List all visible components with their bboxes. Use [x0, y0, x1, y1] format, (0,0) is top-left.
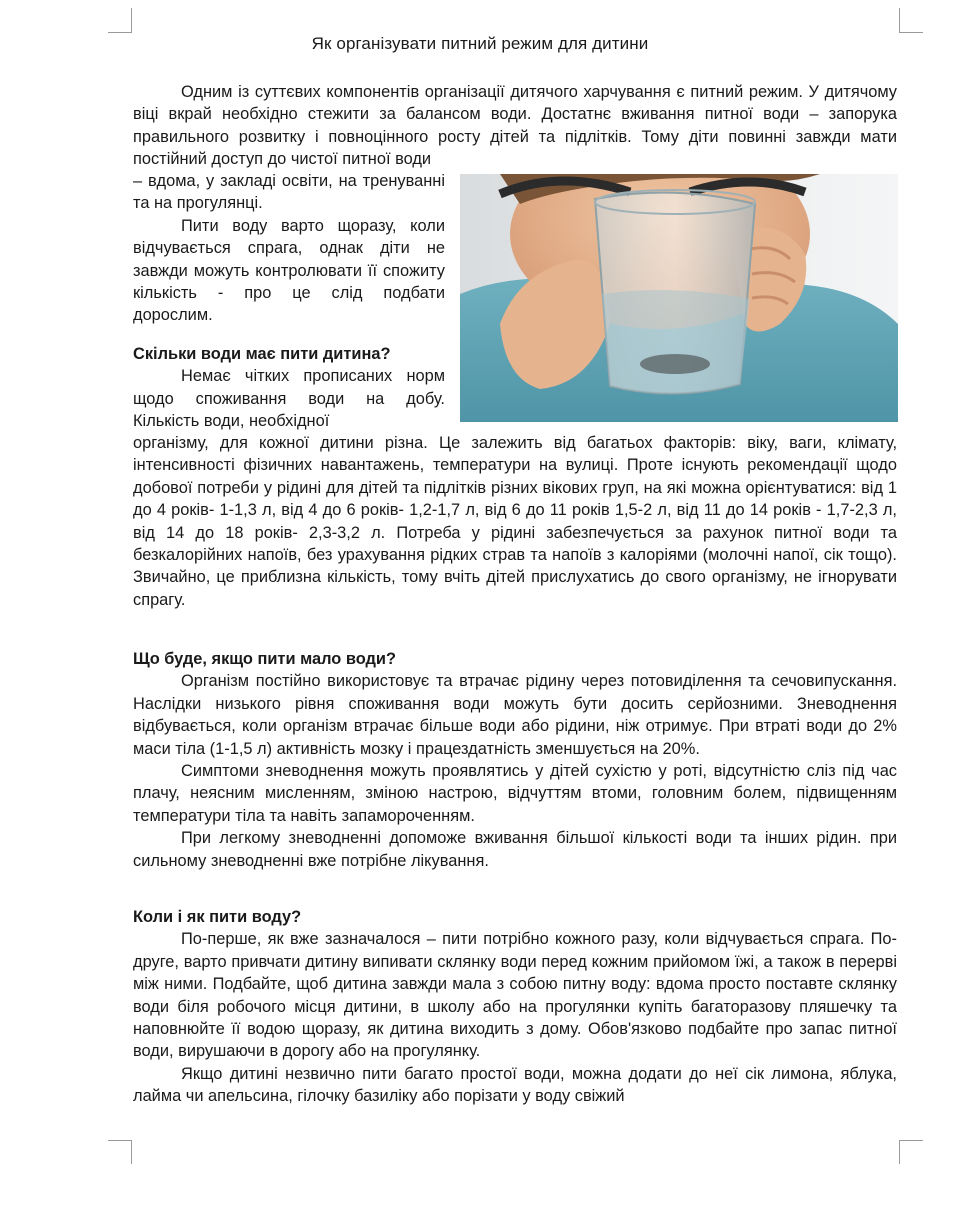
section-heading-when-and-how: Коли і як пити воду? [133, 908, 302, 926]
crop-mark-top-right-v [899, 8, 900, 32]
section-how-much-narrow [133, 343, 445, 433]
when-how-paragraph-1: По-перше, як вже зазначалося – пити потрібно кожного разу, коли відчувається спрага. По-друге, варто привчати дитину випивати склянку води перед кожним прийомом їжі, а також в перерві між ними. Подбайте, щоб дитина завжди мала з собою питну воду: вдома просто поставте склянку води біля робочого місця дитини, в школу або на прогулянки купіть багаторазову пляшечку та наповнюйте її водою щоразу, як дитина виходить з дому. Обов'язково подбайте про запас питної води, вирушаючи в дорогу або на прогулянку. [133, 930, 897, 1061]
crop-mark-top-left-h [108, 32, 132, 33]
section-when-and-how [133, 906, 897, 1108]
how-much-paragraph-start: Немає чітких прописаних норм щодо споживання води на добу. Кількість води, необхідної [133, 367, 445, 431]
intro-continuation-block [133, 170, 445, 327]
crop-mark-bottom-left-v [131, 1140, 132, 1164]
intro-block [133, 81, 897, 171]
section-how-much-body [133, 432, 897, 611]
when-how-paragraph-2: Якщо дитині незвично пити багато простої води, можна додати до неї сік лимона, яблука, лайма чи апельсина, гілочку базиліку або порізати у воду свіжий [133, 1064, 897, 1106]
crop-mark-bottom-right-h [899, 1140, 923, 1141]
crop-mark-bottom-left-h [108, 1140, 132, 1141]
page-title: Як організувати питний режим для дитини [311, 34, 649, 53]
section-heading-too-little-water: Що буде, якщо пити мало води? [133, 650, 397, 668]
crop-mark-top-left-v [131, 8, 132, 32]
too-little-paragraph-1: Організм постійно використовує та втрачає рідину через потовиділення та сечовипускання. Наслідки низького рівня споживання води можуть бути досить серйозними. Зневоднення відбувається, коли організм втрачає більше води або рідини, ніж отримує. При втраті води до 2% маси тіла (1-1,5 л) активність мозку і працездатність зменшується на 20%. [133, 672, 897, 758]
section-heading-how-much: Скільки води має пити дитина? [133, 345, 391, 363]
how-much-paragraph-rest: організму, для кожної дитини різна. Це залежить від багатьох факторів: віку, ваги, клімату, інтенсивності фізичних навантажень, температури на вулиці. Проте існують рекомендації щодо добової потреби у рідині для дітей та підлітків різних вікових груп, на які можна орієнтуватися: від 1 до 4 років- 1-1,3 л, від 4 до 6 років- 1,2-1,7 л, від 6 до 11 років 1,5-2 л, від 11 до 14 років - 1,7-2,3 л, від 14 до 18 років- 2,3-3,2 л. Потреба у рідині забезпечується за рахунок питної води та безкалорійних напоїв, без урахування рідких страв та напоїв з калоріями (молочні напої, сік тощо). Звичайно, це приблизна кількість, тому вчіть дітей прислухатись до свого організму, не ігнорувати спрагу. [133, 434, 897, 609]
too-little-paragraph-3: При легкому зневодненні допоможе вживання більшої кількості води та інших рідин. при сильному зневодненні вже потрібне лікування. [133, 829, 897, 870]
section-too-little-water [133, 648, 897, 872]
too-little-paragraph-2: Симптоми зневоднення можуть проявлятись у дітей сухістю у роті, відсутністю сліз під час плачу, неясним мисленням, зміною настрою, відчуттям втоми, головним болем, підвищенням температури тіла та навіть запамороченням. [133, 762, 897, 825]
intro-paragraph: Одним із суттєвих компонентів організації дитячого харчування є питний режим. У дитячому віці вкрай необхідно стежити за балансом води. Достатнє вживання питної води – запорука правильного розвитку і повноцінного росту дітей та підлітків. Тому діти повинні завжди мати постійний доступ до чистої питної води [133, 83, 897, 169]
intro-continuation: – вдома, у закладі освіти, на тренуванні та на прогулянці. [133, 172, 445, 213]
crop-mark-bottom-right-v [899, 1140, 900, 1164]
child-drinking-water-image [460, 174, 898, 422]
thirst-paragraph: Пити воду варто щоразу, коли відчувається спрага, однак діти не завжди можуть контролювати її спожиту кількість - про це слід подбати дорослим. [133, 216, 445, 325]
crop-mark-top-right-h [899, 32, 923, 33]
